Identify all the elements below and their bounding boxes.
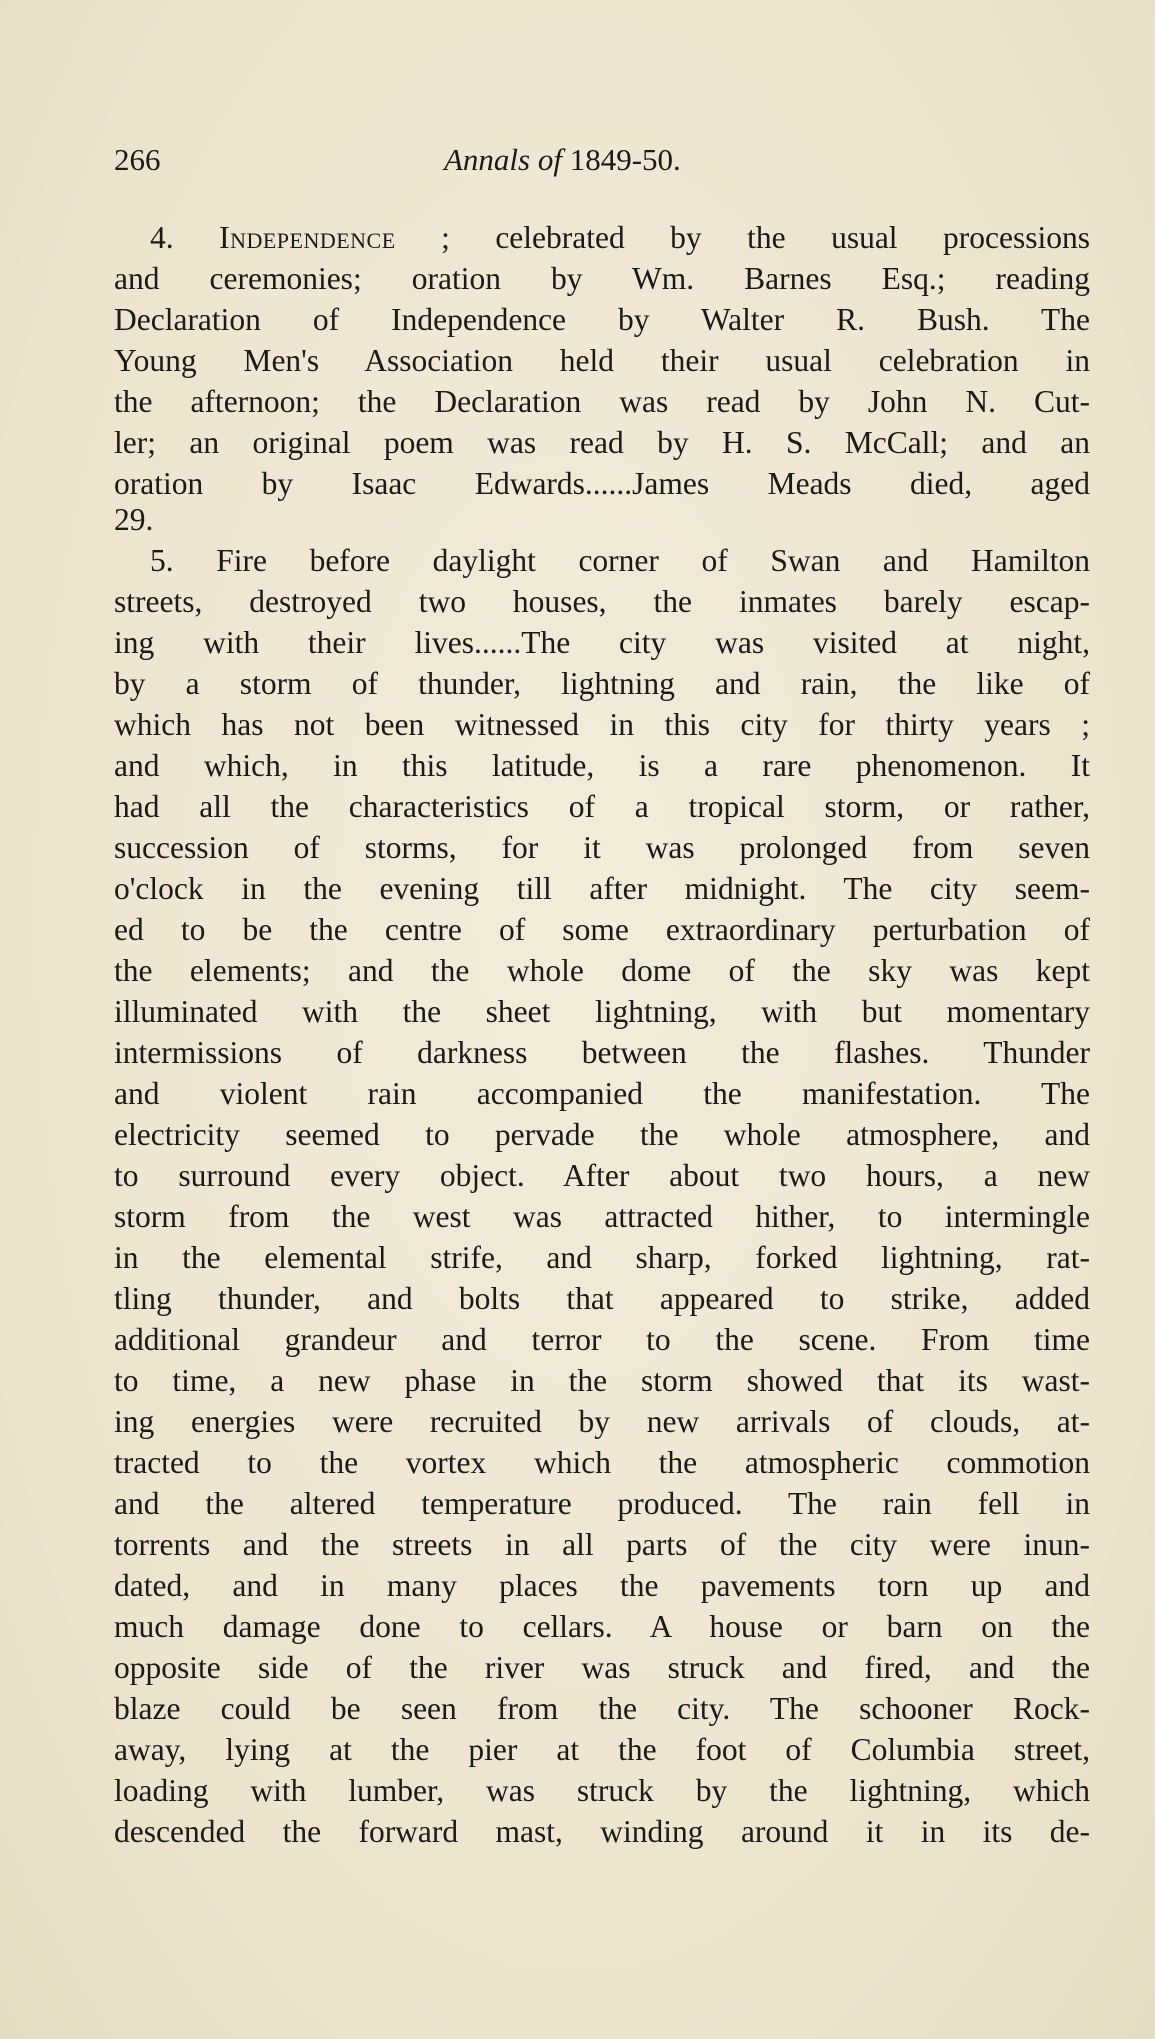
text-line: ing energies were recruited by new arrivals of clouds, at- [114, 1404, 1090, 1439]
running-header [114, 142, 1034, 186]
text-line: Young Men's Association held their usual celebration in [114, 343, 1090, 378]
text-line: intermissions of darkness between the flashes. Thunder [114, 1035, 1090, 1070]
small-caps-heading: Independence [219, 220, 396, 255]
line-text: 4. [150, 220, 220, 255]
text-line: and violent rain accompanied the manifestation. The [114, 1076, 1090, 1111]
text-line: which has not been witnessed in this city for thirty years ; [114, 707, 1090, 742]
text-line: ing with their lives......The city was visited at night, [114, 625, 1090, 660]
text-line: succession of storms, for it was prolonged from seven [114, 830, 1090, 865]
page-number: 266 [114, 142, 161, 177]
text-line: storm from the west was attracted hither, to intermingle [114, 1199, 1090, 1234]
text-line: blaze could be seen from the city. The schooner Rock- [114, 1691, 1090, 1726]
text-line: had all the characteristics of a tropical storm, or rather, [114, 789, 1090, 824]
text-line: in the elemental strife, and sharp, forked lightning, rat- [114, 1240, 1090, 1275]
text-line: Declaration of Independence by Walter R. Bush. The [114, 302, 1090, 337]
text-line: ler; an original poem was read by H. S. McCall; and an [114, 425, 1090, 460]
running-title-italic: Annals of [444, 142, 562, 177]
text-line: ed to be the centre of some extraordinary perturbation of [114, 912, 1090, 947]
text-line: and which, in this latitude, is a rare phenomenon. It [114, 748, 1090, 783]
text-line: streets, destroyed two houses, the inmates barely escap- [114, 584, 1090, 619]
text-line: illuminated with the sheet lightning, with but momentary [114, 994, 1090, 1029]
text-line: by a storm of thunder, lightning and rain, the like of [114, 666, 1090, 701]
text-line: and the altered temperature produced. The rain fell in [114, 1486, 1090, 1521]
text-line: tracted to the vortex which the atmospheric commotion [114, 1445, 1090, 1480]
text-line: electricity seemed to pervade the whole atmosphere, and [114, 1117, 1090, 1152]
text-line: much damage done to cellars. A house or barn on the [114, 1609, 1090, 1644]
text-line: 5. Fire before daylight corner of Swan and Hamilton [150, 543, 1090, 578]
text-line: dated, and in many places the pavements torn up and [114, 1568, 1090, 1603]
text-line: 29. [114, 502, 154, 537]
text-line [150, 218, 1090, 258]
text-line: torrents and the streets in all parts of the city were inun- [114, 1527, 1090, 1562]
text-line: away, lying at the pier at the foot of Columbia street, [114, 1732, 1090, 1767]
text-line: and ceremonies; oration by Wm. Barnes Esq.; reading [114, 261, 1090, 296]
text-line: the elements; and the whole dome of the sky was kept [114, 953, 1090, 988]
text-line: additional grandeur and terror to the scene. From time [114, 1322, 1090, 1357]
running-title-years: 1849-50. [569, 142, 681, 177]
text-line: opposite side of the river was struck and fired, and the [114, 1650, 1090, 1685]
line-text: ; celebrated by the usual processions [395, 220, 1090, 255]
text-line: descended the forward mast, winding around it in its de- [114, 1814, 1090, 1849]
text-line: loading with lumber, was struck by the lightning, which [114, 1773, 1090, 1808]
text-line: tling thunder, and bolts that appeared to strike, added [114, 1281, 1090, 1316]
text-line: to time, a new phase in the storm showed that its wast- [114, 1363, 1090, 1398]
running-title [444, 142, 681, 178]
text-line: the afternoon; the Declaration was read by John N. Cut- [114, 384, 1090, 419]
text-line: o'clock in the evening till after midnight. The city seem- [114, 871, 1090, 906]
text-line: oration by Isaac Edwards......James Meads died, aged [114, 466, 1090, 501]
text-line: to surround every object. After about two hours, a new [114, 1158, 1090, 1193]
